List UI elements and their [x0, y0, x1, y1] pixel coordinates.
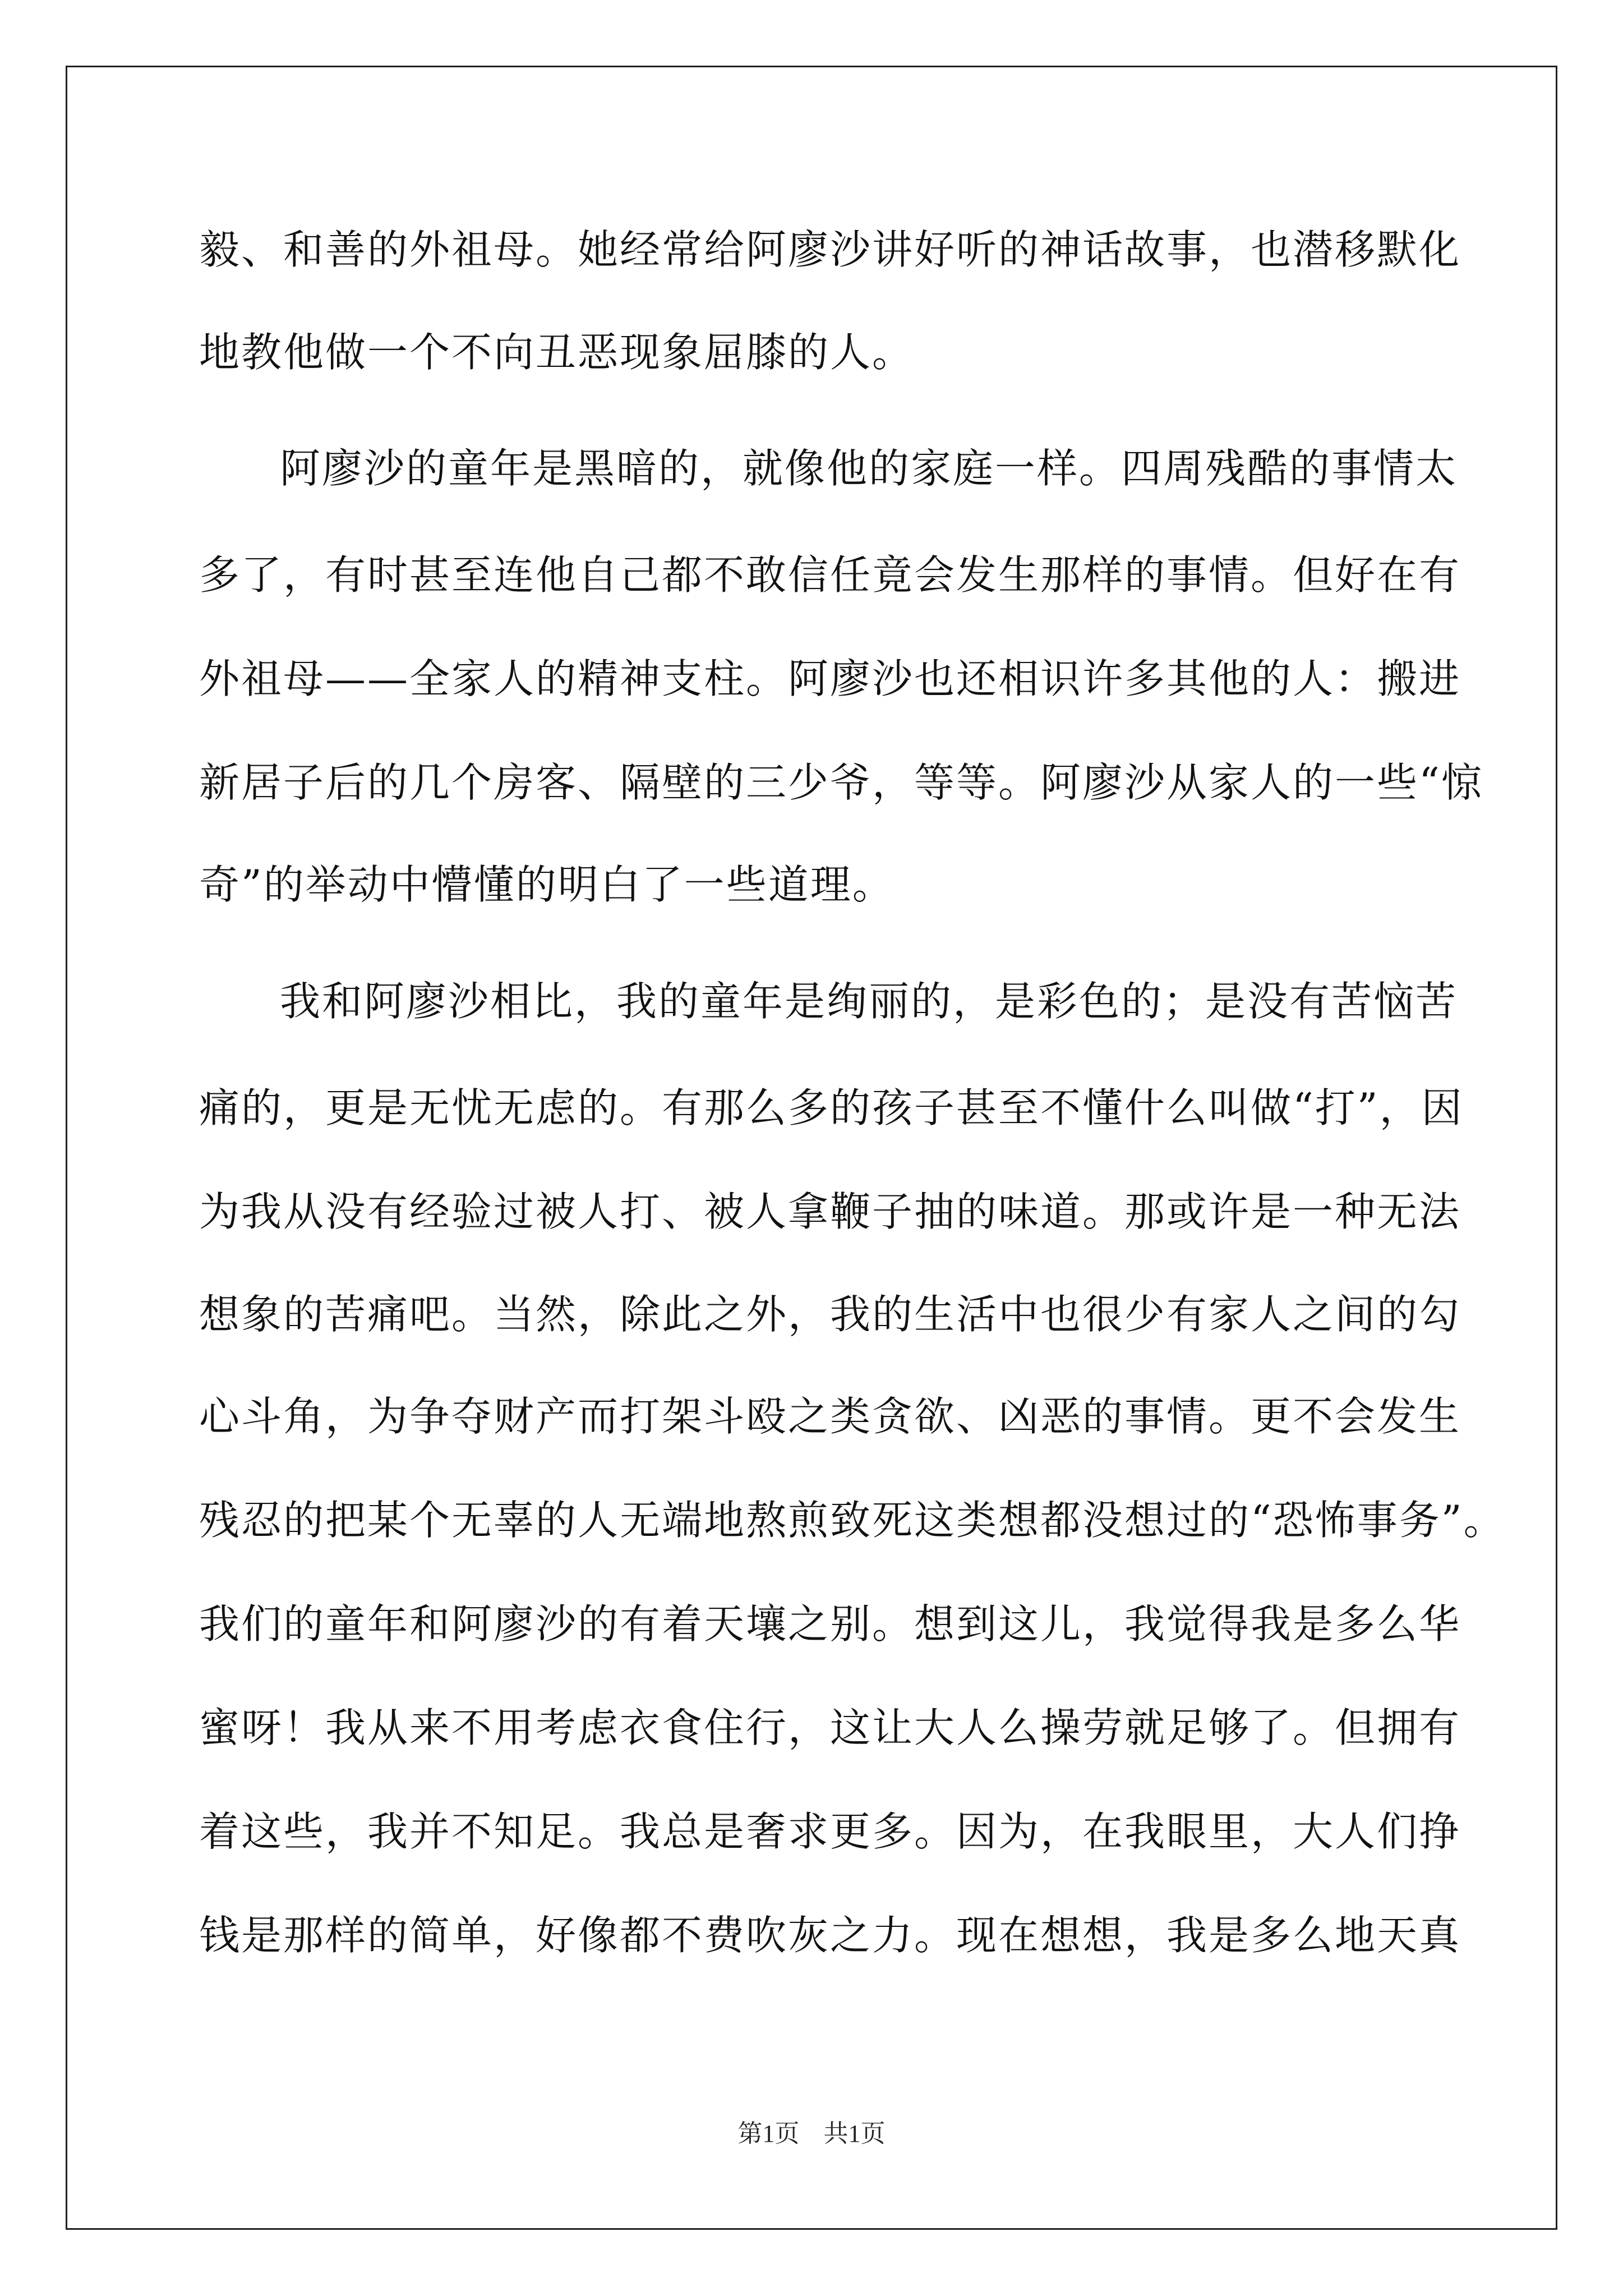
paragraph-line: 新居子后的几个房客、隔壁的三少爷，等等。阿廖沙从家人的一些“惊 [199, 759, 1483, 806]
paragraph-line: 地教他做一个不向丑恶现象屈膝的人。 [199, 329, 915, 376]
paragraph-line: 心斗角，为争夺财产而打架斗殴之类贪欲、凶恶的事情。更不会发生 [199, 1393, 1461, 1440]
paragraph-line: 多了，有时甚至连他自己都不敢信任竟会发生那样的事情。但好在有 [199, 551, 1461, 599]
paragraph-line: 蜜呀！我从来不用考虑衣食住行，这让大人么操劳就足够了。但拥有 [199, 1704, 1461, 1751]
paragraph-line: 为我从没有经验过被人打、被人拿鞭子抽的味道。那或许是一种无法 [199, 1188, 1461, 1235]
paragraph-line: 痛的，更是无忧无虑的。有那么多的孩子甚至不懂什么叫做“打”，因 [199, 1084, 1464, 1131]
paragraph-line: 我和阿廖沙相比，我的童年是绚丽的，是彩色的；是没有苦恼苦 [280, 978, 1458, 1025]
paragraph-line: 阿廖沙的童年是黑暗的，就像他的家庭一样。四周残酷的事情太 [280, 445, 1458, 492]
paragraph-line: 着这些，我并不知足。我总是奢求更多。因为，在我眼里，大人们挣 [199, 1808, 1461, 1855]
page-number: 第1页 [737, 2120, 800, 2147]
page-footer [0, 2118, 1623, 2150]
paragraph-line: 毅、和善的外祖母。她经常给阿廖沙讲好听的神话故事，也潜移默化 [199, 226, 1461, 273]
paragraph-line: 残忍的把某个无辜的人无端地熬煎致死这类想都没想过的“恐怖事务”。 [199, 1497, 1506, 1544]
page-total: 共1页 [823, 2120, 886, 2147]
paragraph-line: 想象的苦痛吧。当然，除此之外，我的生活中也很少有家人之间的勾 [199, 1291, 1461, 1338]
paragraph-line: 我们的童年和阿廖沙的有着天壤之别。想到这儿，我觉得我是多么华 [199, 1600, 1461, 1648]
paragraph-line: 奇”的举动中懵懂的明白了一些道理。 [199, 861, 895, 908]
paragraph-line: 钱是那样的简单，好像都不费吹灰之力。现在想想，我是多么地天真 [199, 1912, 1461, 1959]
page-border [66, 66, 1557, 2230]
paragraph-line: 外祖母——全家人的精神支柱。阿廖沙也还相识许多其他的人：搬进 [199, 655, 1461, 702]
